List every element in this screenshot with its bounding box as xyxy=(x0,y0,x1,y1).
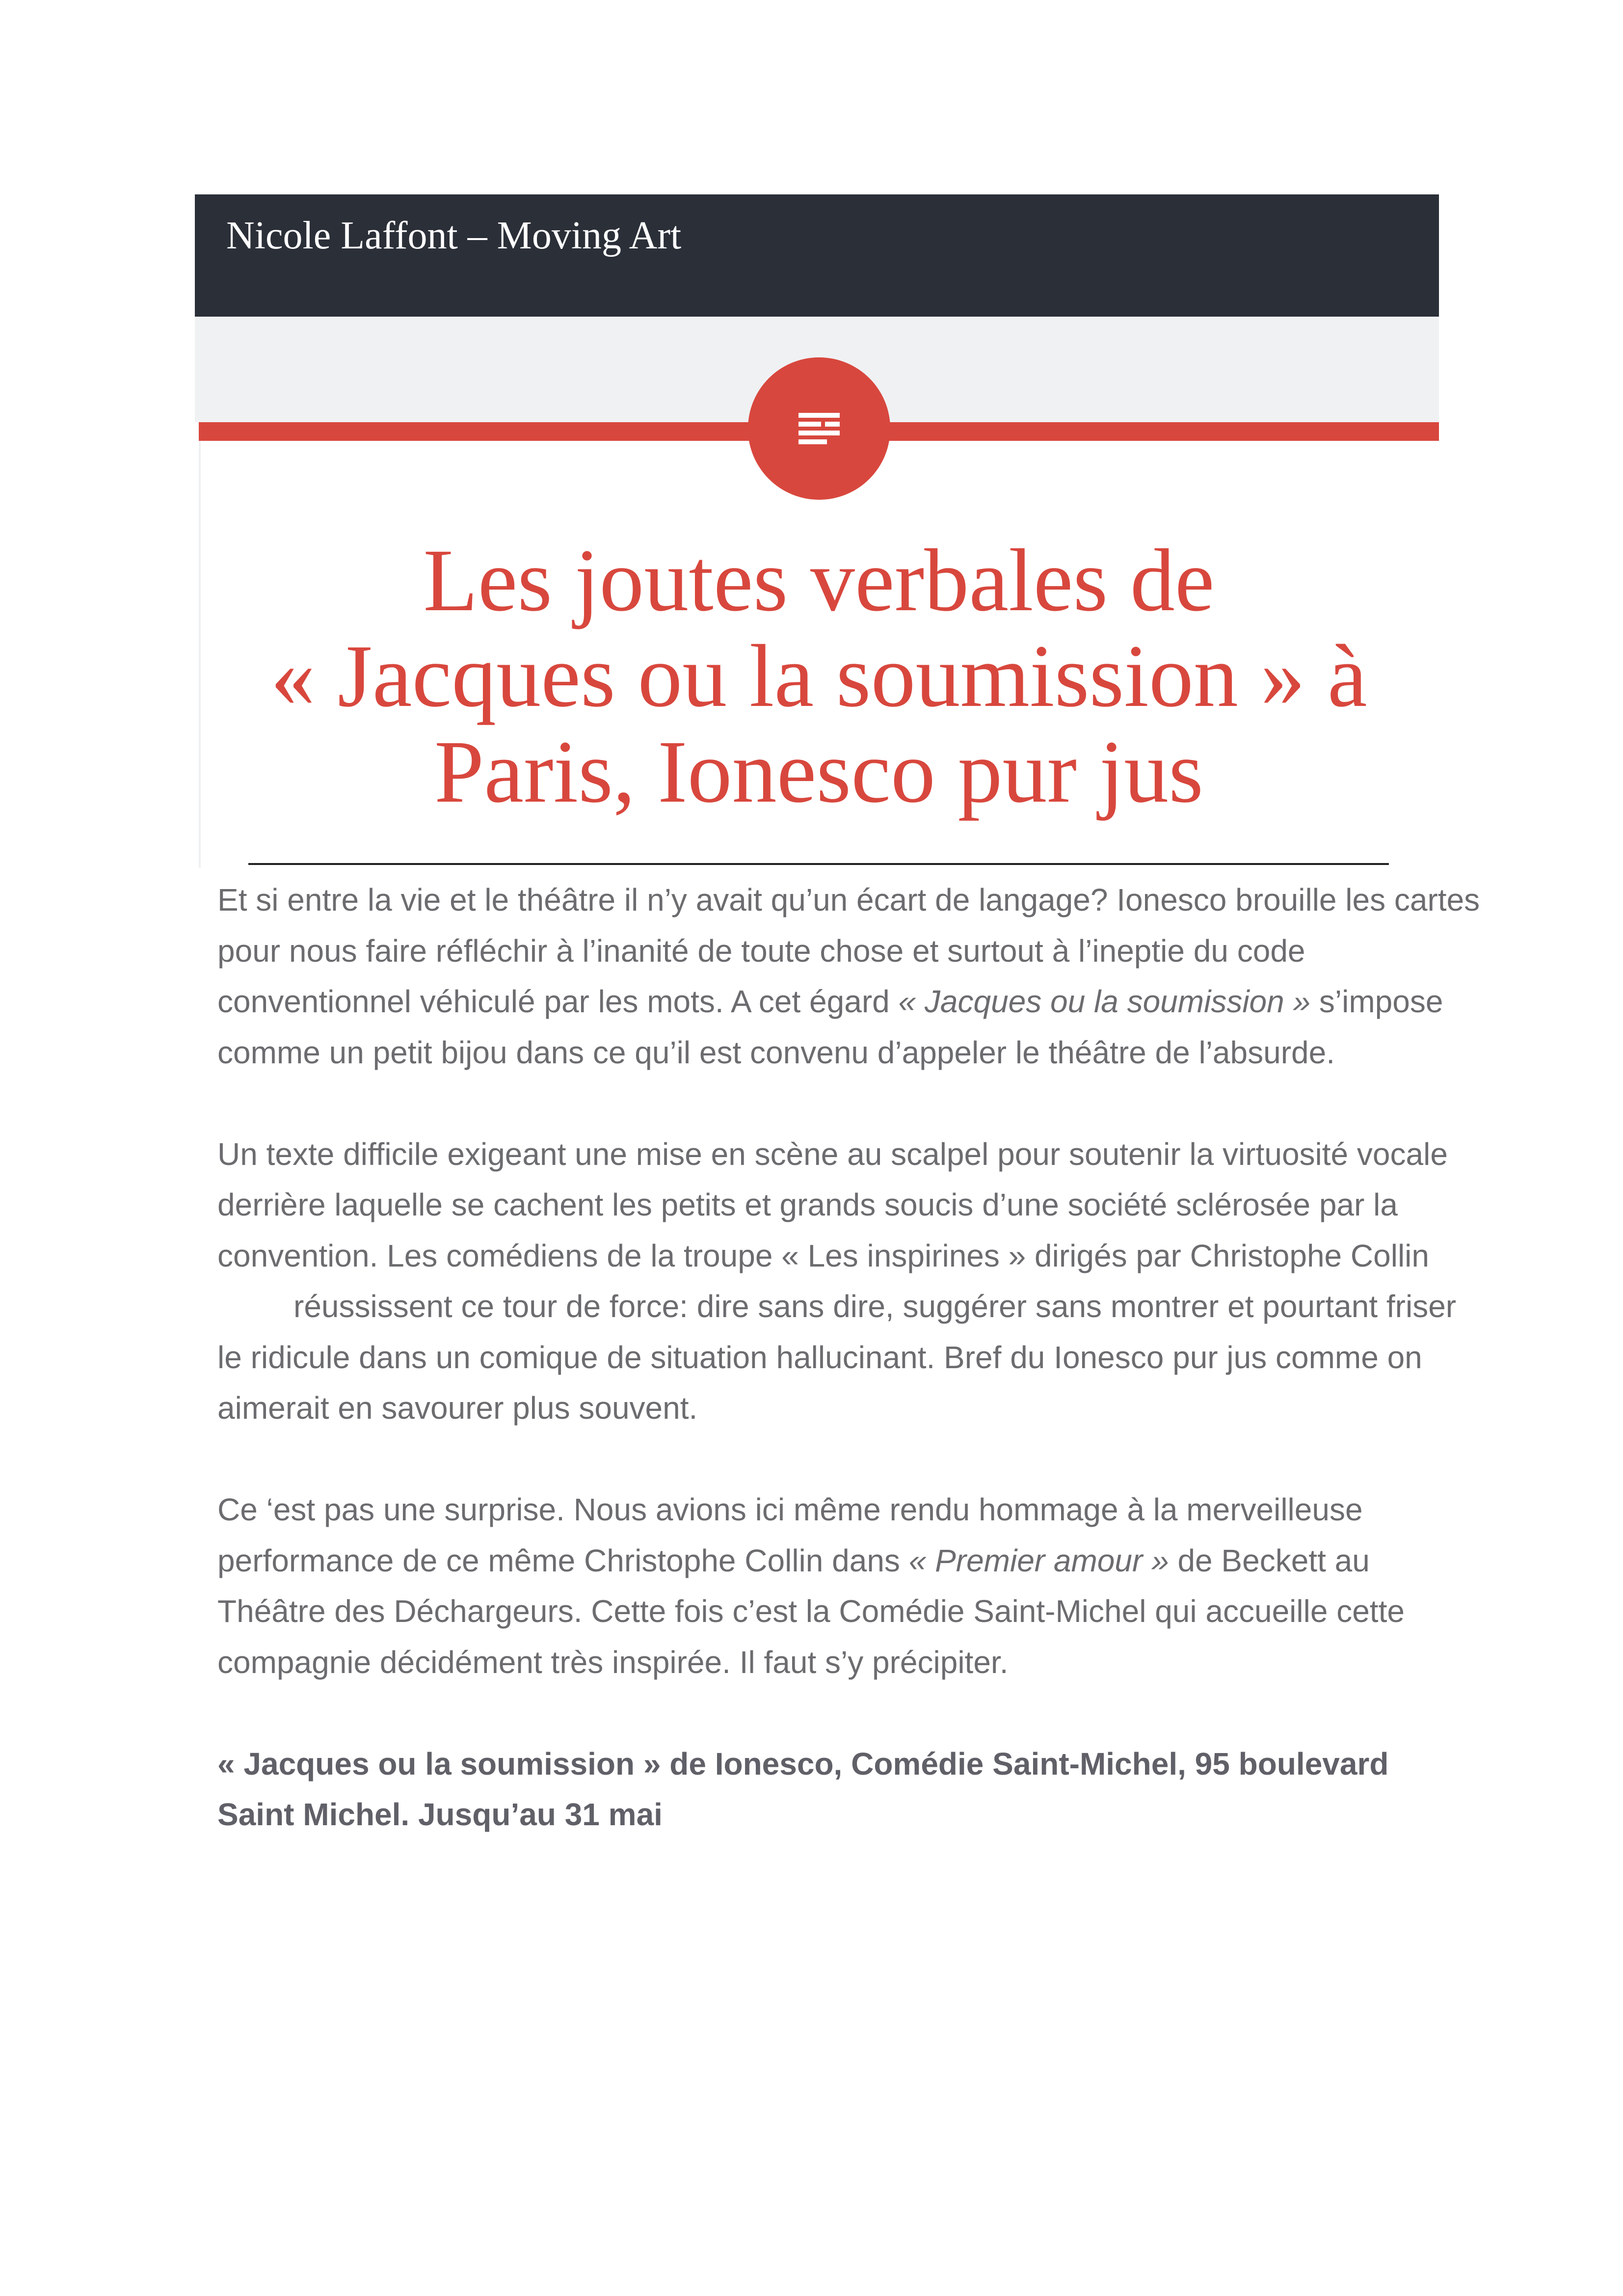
text-line: pour nous faire réfléchir à l’inanité de toute chose et surtout à l’ineptie du code xyxy=(217,933,1305,969)
text-line: comme un petit bijou dans ce qu’il est convenu d’appeler le théâtre de l’absurde. xyxy=(217,1034,1335,1070)
post-format-badge xyxy=(748,357,890,500)
paragraph-context xyxy=(217,1485,1444,1688)
text-line: réussissent ce tour de force: dire sans dire, suggérer sans montrer et pourtant friser xyxy=(293,1289,1457,1324)
post-title-line: « Jacques ou la soumission » à xyxy=(270,627,1367,726)
text-line: Un texte difficile exigeant une mise en scène au scalpel pour soutenir la virtuosité vocale xyxy=(217,1136,1448,1172)
play-title-italic: « Jacques ou la soumission » xyxy=(898,984,1311,1019)
paragraph-review xyxy=(217,1129,1457,1434)
site-header xyxy=(195,194,1439,317)
text-line: aimerait en savourer plus souvent. xyxy=(217,1390,698,1426)
post-title xyxy=(199,533,1439,820)
post-content xyxy=(217,875,1480,1840)
text-line: derrière laquelle se cachent les petits et grands soucis d’une société sclérosée par la xyxy=(217,1187,1398,1222)
text-lines-icon xyxy=(795,404,844,453)
text-line xyxy=(217,976,1444,1027)
text-line: le ridicule dans un comique de situation hallucinant. Bref du Ionesco pur jus comme on xyxy=(217,1339,1422,1375)
text-line: convention. Les comédiens de la troupe « Les inspirines » dirigés par Christophe Collin xyxy=(217,1238,1429,1273)
text-segment: s’impose xyxy=(1310,984,1443,1019)
text-line xyxy=(217,1536,1444,1587)
show-info-line: Saint Michel. Jusqu’au 31 mai xyxy=(217,1797,663,1832)
post-title-line: Paris, Ionesco pur jus xyxy=(434,723,1203,821)
text-segment: performance de ce même Christophe Collin dans xyxy=(217,1542,909,1578)
text-line: Et si entre la vie et le théâtre il n’y avait qu’un écart de langage? Ionesco brouille les cartes xyxy=(217,882,1480,918)
show-info-line: « Jacques ou la soumission » de Ionesco, Comédie Saint-Michel, 95 boulevard xyxy=(217,1746,1389,1782)
text-line: Théâtre des Déchargeurs. Cette fois c’est la Comédie Saint-Michel qui accueille cette xyxy=(217,1594,1405,1629)
post-title-line: Les joutes verbales de xyxy=(423,531,1215,630)
title-divider xyxy=(248,863,1389,865)
text-line: compagnie décidément très inspirée. Il faut s’y précipiter. xyxy=(217,1644,1009,1680)
play-title-italic: « Premier amour » xyxy=(908,1542,1169,1578)
site-title-link[interactable]: Nicole Laffont – Moving Art xyxy=(226,214,682,257)
text-line: Ce ‘est pas une surprise. Nous avions ici même rendu hommage à la merveilleuse xyxy=(217,1492,1363,1527)
text-segment: de Beckett au xyxy=(1169,1542,1370,1578)
text-segment: conventionnel véhiculé par les mots. A cet égard xyxy=(217,984,899,1019)
show-info xyxy=(217,1739,1444,1840)
paragraph-intro xyxy=(217,875,1480,1078)
